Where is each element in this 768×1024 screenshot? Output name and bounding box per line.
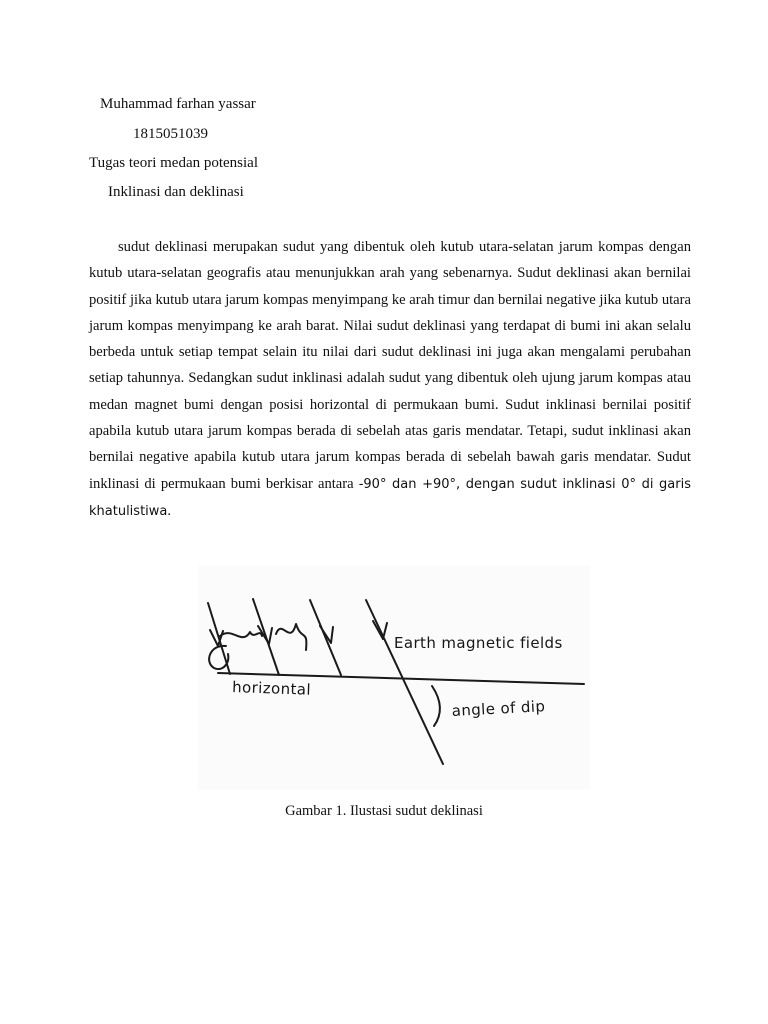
angle-mark bbox=[220, 632, 262, 637]
student-id: 1815051039 bbox=[133, 126, 208, 142]
field-line-main bbox=[366, 600, 443, 764]
paragraph-end-text: . bbox=[167, 502, 172, 519]
field-line bbox=[310, 600, 341, 675]
angle-mark bbox=[276, 624, 306, 650]
topic-title: Inklinasi dan deklinasi bbox=[108, 184, 244, 200]
figure-caption: Gambar 1. Ilustasi sudut deklinasi bbox=[285, 803, 483, 819]
inclination-illustration bbox=[198, 566, 590, 790]
inclination-diagram bbox=[198, 566, 590, 790]
angle-of-dip-arc bbox=[432, 686, 440, 726]
body-paragraph bbox=[89, 234, 691, 525]
paragraph-main-text: sudut deklinasi merupakan sudut yang dibentuk oleh kutub utara-selatan jarum kompas dengan kutub utara-selatan geografis atau menunjukkan arah yang sebenarnya. Sudut deklinasi akan bernilai positif jika kutub utara jarum kompas menyimpang ke arah timur dan bernilai negative jika kutub utara jarum kompas menyimpang ke arah barat. Nilai sudut deklinasi yang terdapat di bumi ini akan selalu berbeda untuk setiap tempat selain itu nilai dari sudut deklinasi ini juga akan mengalami perubahan setiap tahunnya. Sedangkan sudut inklinasi adalah sudut yang dibentuk oleh ujung jarum kompas atau medan magnet bumi dengan posisi horizontal di permukaan bumi. Sudut inklinasi bernilai positif apabila kutub utara jarum kompas berada di sebelah atas garis mendatar. Tetapi, sudut inklinasi akan bernilai negative apabila kutub utara jarum kompas berada di sebelah bawah garis mendatar. Sudut inklinasi di permukaan bumi berkisar antara bbox=[89, 239, 691, 492]
label-horizontal: horizontal bbox=[231, 678, 312, 699]
label-angle: angle of dip bbox=[451, 697, 546, 720]
author-name: Muhammad farhan yassar bbox=[100, 96, 256, 112]
assignment-title: Tugas teori medan potensial bbox=[89, 155, 259, 171]
label-field: Earth magnetic fields bbox=[394, 634, 563, 652]
paragraph-range-text: -90° dan +90°, dengan sudut inklinasi 0° di garis khatulistiwa bbox=[89, 476, 691, 519]
field-line bbox=[253, 599, 279, 675]
